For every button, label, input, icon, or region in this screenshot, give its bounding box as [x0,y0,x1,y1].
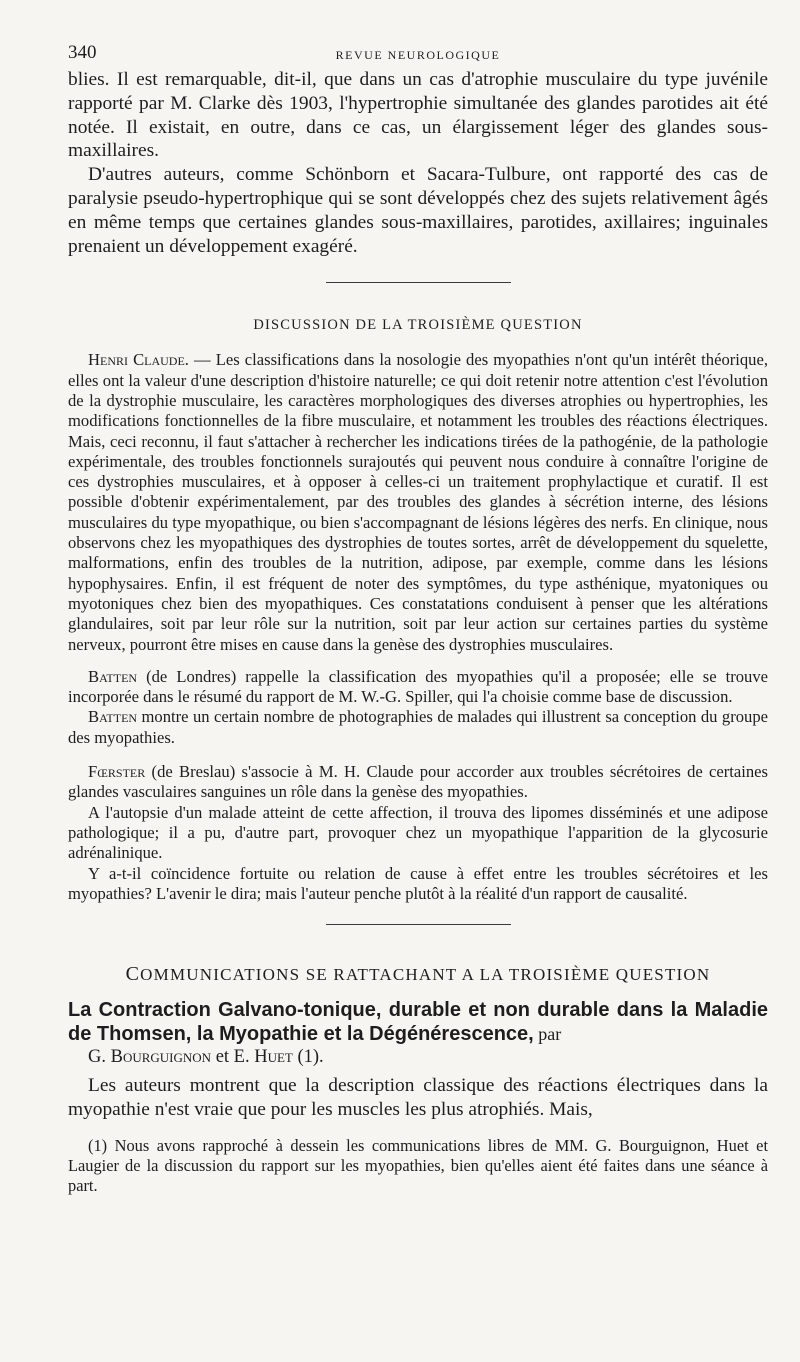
speaker-name: Batten [88,707,138,727]
section-divider [326,924,511,925]
intro-paragraph-1: blies. Il est remarquable, dit-il, que dans un cas d'atrophie musculaire du type juvénile rapporté par M. Clarke dès 1903, l'hypertrophie simultanée des glandes parotides ait été notée. Il existait, en outre, dans ce cas, un élargissement léger des glandes sous-maxillaires. [68,69,768,162]
section-divider [326,282,511,283]
article-body: Les auteurs montrent que la description classique des réactions électriques dans la myopathie n'est vraie que pour les muscles les plus atrophiés. Mais, [68,1075,768,1120]
speaker-name: Fœrster [88,762,146,782]
running-header [68,40,768,68]
foerster-paragraph-3: Y a-t-il coïncidence fortuite ou relation de cause à effet entre les troubles sécrétoires et les myopathies? L'avenir le dira; mais l'auteur penche plutôt à la réalité d'un rapport de causalité. [68,863,768,903]
batten-paragraph-2 [68,707,768,748]
authors-conjunction: et [211,1047,234,1068]
speaker-name: Batten [88,666,138,686]
article-title-par: par [533,1024,562,1045]
author-name: E. Huet [233,1047,293,1068]
page-number: 340 [68,42,97,63]
batten-text-1: (de Londres) rappelle la classification des myopathies qu'il a proposée; elle se trouve incorporée dans le résumé du rapport de M. W.-G. Spiller, qui l'a choisie comme base de discussion. [68,666,768,707]
batten-text-2: montre un certain nombre de photographies de malades qui illustrent sa conception du groupe des myopathies. [68,707,768,747]
claude-paragraph [68,350,768,654]
communications-heading [68,963,768,986]
foerster-text-1: (de Breslau) s'associe à M. H. Claude pour accorder aux troubles sécrétoires de certaines glandes vasculaires sanguines un rôle dans la genèse des myopathies. [68,762,768,802]
article-title [68,998,768,1046]
intro-paragraph-2: D'autres auteurs, comme Schönborn et Sacara-Tulbure, ont rapporté des cas de paralysie pseudo-hypertrophique qui se sont développés chez des sujets relativement âgés en même temps que certaines glandes sous-maxillaires, parotides, axillaires; inguinales prenaient un développement exagéré. [68,164,768,257]
journal-title: REVUE NEUROLOGIQUE [335,48,501,62]
journal-page [68,40,768,1196]
article-title-text: La Contraction Galvano-tonique, durable et non durable dans la Maladie de Thomsen, la Myopathie et la Dégénérescence, [68,999,768,1046]
article-authors [68,1046,768,1068]
claude-text: — Les classifications dans la nosologie des myopathies n'ont qu'un intérêt théorique, elles ont la valeur d'une description d'histoire naturelle; ce qui doit retenir notre attention c'est l'évolution de la dystrophie musculaire, les caractères morphologiques des diverses atrophies ou hypertrophies, les modifications fonctionnelles de la fibre musculaire, et notamment les troubles des réactions électriques. Mais, ceci reconnu, il faut s'attacher à rechercher les indications tirées de la pathogénie, de la pathologie expérimentale, des troubles fonctionnels surajoutés qui peuvent nous conduire à connaître l'origine de ces dystrophies musculaires, et à opposer à celles-ci un traitement prophylactique et curatif. Il est possible d'obtenir expérimentalement, par des troubles des glandes à sécrétion interne, des lésions musculaires du type myopathique, ou bien s'accompagnant de lésions légères des nerfs. En clinique, nous observons chez les myopathiques des dystrophies de toutes sortes, arrêt de développement du squelette, malformations, enfin des troubles de la nutrition, adipose, par exemple, comme dans les lésions hypophysaires. Enfin, il est fréquent de noter des symptômes, du type asthénique, myatoniques ou myotoniques chez bien des myopathiques. Ces constatations conduisent à penser que les altérations glandulaires, soit par leur rôle sur la nutrition, soit par leur action sur certaines parties du système nerveux, pourront être mises en cause dans la genèse des dystrophies musculaires. [68,350,768,654]
footnote-reference: (1). [292,1047,324,1068]
heading-initial: C [125,963,141,986]
heading-rest: OMMUNICATIONS SE RATTACHANT A LA TROISIÈME QUESTION [140,965,711,985]
batten-paragraph-1 [68,667,768,708]
foerster-paragraph-2: A l'autopsie d'un malade atteint de cette affection, il trouva des lipomes disséminés et une adipose pathologique; il a pu, d'autre part, provoquer chez un myopathique l'apparition de la glycosurie adrénalinique. [68,802,768,863]
discussion-heading: DISCUSSION DE LA TROISIÈME QUESTION [253,317,583,334]
footnote: (1) Nous avons rapproché à dessein les communications libres de MM. G. Bourguignon, Huet et Laugier de la discussion du rapport sur les myopathies, bien qu'elles aient été faites dans une séance à part. [68,1135,768,1195]
foerster-paragraph-1 [68,762,768,803]
speaker-name: Henri Claude. [88,350,189,370]
author-name: G. Bourguignon [88,1047,212,1068]
